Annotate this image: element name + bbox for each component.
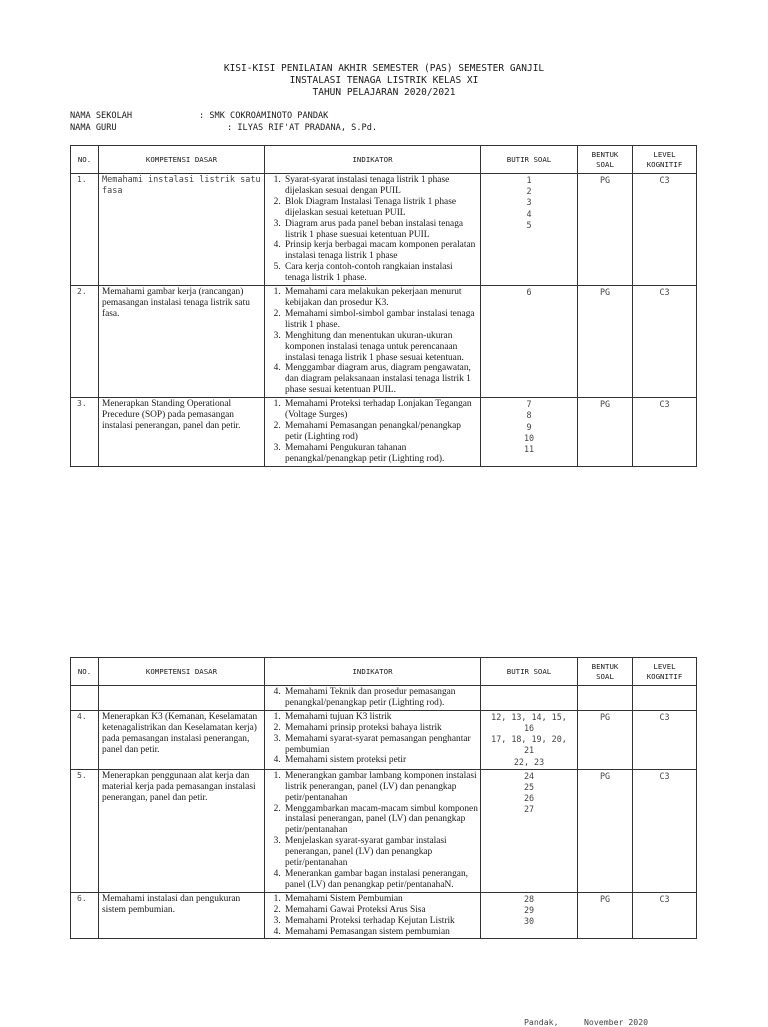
butir-soal-number: 28 [523,893,535,904]
indikator-item: 2. Memahami prinsip proteksi bahaya listrik [283,723,478,734]
col-header-bentuk-soal: BENTUK SOAL [578,658,633,686]
col-header-kompetensi-dasar: KOMPETENSI DASAR [99,146,265,174]
table-row [71,710,697,769]
teacher-value: : ILYAS RIF'AT PRADANA, S.Pd. [227,123,378,133]
butir-soal-number: 5 [526,219,532,230]
indikator-item: 2. Memahami simbol-simbol gambar instalasi tenaga listrik 1 phase. [283,309,478,331]
butir-soal-number: 21 [523,745,535,756]
row-no: 5. [71,769,99,892]
row-no [71,686,99,711]
row-level-kognitif: C3 [633,710,697,769]
row-indikator [265,892,481,939]
indikator-list [267,287,478,396]
title-line-1: KISI-KISI PENILAIAN AKHIR SEMESTER (PAS) SEMESTER GANJIL [223,63,545,74]
butir-soal-number: 10 [523,432,535,443]
row-butir-soal [481,769,578,892]
indikator-item: 3. Menjelaskan syarat-syarat gambar instalasi penerangan, panel (LV) dan penangkap petir/pentanahan [283,836,478,869]
col-header-kompetensi-dasar: KOMPETENSI DASAR [99,658,265,686]
indikator-item: 2. Memahami Gawai Proteksi Arus Sisa [283,905,478,916]
indikator-item: 1. Memahami Proteksi terhadap Lonjakan Tegangan (Voltage Surges) [283,399,478,421]
row-kompetensi-dasar: Memahami instalasi listrik satu fasa [99,174,265,286]
signature-place: Pandak, [524,1017,559,1027]
title-line-3: TAHUN PELAJARAN 2020/2021 [312,87,456,98]
row-kompetensi-dasar: Menerapkan penggunaan alat kerja dan material kerja pada pemasangan instalasi penerangan, panel dan petir. [99,769,265,892]
row-kompetensi-dasar [99,686,265,711]
row-kompetensi-dasar: Menerapkan K3 (Kemanan, Keselamatan ketenagalistrikan dan Keselamatan kerja) pada pemasangan instalasi penerangan, panel dan petir. [99,710,265,769]
indikator-item: 5. Cara kerja contoh-contoh rangkaian instalasi tenaga listrik 1 phase. [283,262,478,284]
row-bentuk-soal: PG [578,174,633,286]
indikator-item: 4. Menggambar diagram arus, diagram pengawatan, dan diagram pelaksanaan instalasi tenaga listrik 1 phase sesuai ketentuan PUIL. [283,363,478,396]
indikator-item: 3. Diagram arus pada panel beban instalasi tenaga listrik 1 phase suesuai ketentuan PUIL [283,219,478,241]
row-kompetensi-dasar: Memahami instalasi dan pengukuran sistem pembumian. [99,892,265,939]
row-level-kognitif: C3 [633,769,697,892]
butir-soal-number: 16 [523,723,535,734]
row-bentuk-soal: PG [578,892,633,939]
indikator-item: 1. Menerangkan gambar lambang komponen instalasi listrik penerangan, panel (LV) dan penangkap petir/pentanahan [283,771,478,804]
butir-soal-number: 27 [523,804,535,815]
teacher-label: NAMA GURU [70,123,117,133]
row-indikator [265,710,481,769]
butir-soal-number: 12, 13, 14, 15, [491,711,567,722]
table-row [71,398,697,466]
row-no: 3. [71,398,99,466]
butir-soal-number: 1 [526,175,532,185]
indikator-item: 1. Syarat-syarat instalasi tenaga listrik 1 phase dijelaskan sesuai dengan PUIL [283,175,478,197]
butir-soal-number: 30 [523,916,535,927]
col-header-bentuk-soal: BENTUK SOAL [578,146,633,174]
table-header-row [71,658,697,686]
indikator-item: 2. Memahami Pemasangan penangkal/penangkap petir (Lighting rod) [283,421,478,443]
row-level-kognitif: C3 [633,286,697,398]
butir-soal-number: 4 [526,208,532,219]
butir-soal-number: 6 [526,287,532,298]
col-header-indikator: INDIKATOR [265,146,481,174]
butir-soal-number: 22, 23 [513,756,545,767]
indikator-list [267,399,478,464]
indikator-item: 1. Memahami tujuan K3 listrik [283,712,478,723]
butir-soal-number: 2 [526,186,532,197]
col-header-no: NO. [71,658,99,686]
row-butir-soal [481,286,578,398]
row-bentuk-soal: PG [578,398,633,466]
row-no: 2. [71,286,99,398]
butir-soal-number: 7 [526,399,532,410]
indikator-item: 4. Memahami sistem proteksi petir [283,755,478,766]
indikator-item: 4. Prinsip kerja berbagai macam komponen peralatan instalasi tenaga listrik 1 phase [283,240,478,262]
row-indikator [265,686,481,711]
row-bentuk-soal: PG [578,769,633,892]
row-butir-soal [481,710,578,769]
butir-soal-number: 9 [526,421,532,432]
row-no: 6. [71,892,99,939]
row-kompetensi-dasar: Menerapkan Standing Operational Precedure (SOP) pada pemasangan instalasi penerangan, panel dan petir. [99,398,265,466]
table-row [71,892,697,939]
table-header-row [71,146,697,174]
row-level-kognitif: C3 [633,398,697,466]
row-indikator [265,769,481,892]
indikator-item: 4. Menerankan gambar bagan instalasi penerangan, panel (LV) dan penangkap petir/pentanahaN. [283,869,478,891]
row-indikator [265,174,481,286]
document-title [0,63,768,99]
indikator-item: 3. Memahami Pengukuran tahanan penangkal/penangkap petir (Lighting rod). [283,443,478,465]
butir-soal-number: 17, 18, 19, 20, [491,734,567,745]
indikator-item: 3. Memahami Proteksi terhadap Kejutan Listrik [283,916,478,927]
indikator-item: 2. Menggambarkan macam-macam simbul komponen instalasi penerangan, panel (LV) dan penangkap petir/pentanahan [283,804,478,837]
col-header-butir-soal: BUTIR SOAL [481,658,578,686]
butir-soal-number: 29 [523,905,535,915]
row-butir-soal [481,398,578,466]
row-no: 1. [71,174,99,286]
col-header-no: NO. [71,146,99,174]
signature-date: November 2020 [584,1017,649,1027]
row-no: 4. [71,710,99,769]
indikator-item: 1. Memahami cara melakukan pekerjaan menurut kebijakan dan prosedur K3. [283,287,478,309]
indikator-item: 4. Memahami Pemasangan sistem pembumian [283,927,478,938]
table-row-continuation [71,686,697,711]
row-butir-soal [481,174,578,286]
school-label: NAMA SEKOLAH [70,111,133,121]
kisi-table-page-1 [70,145,697,467]
butir-soal-number: 3 [526,197,532,208]
row-kompetensi-dasar: Memahami gambar kerja (rancangan) pemasangan instalasi tenaga listrik satu fasa. [99,286,265,398]
row-level-kognitif [633,686,697,711]
indikator-list [267,712,478,767]
row-butir-soal [481,892,578,939]
butir-soal-number: 25 [523,782,535,793]
indikator-item: 4. Memahami Teknik dan prosedur pemasangan penangkal/penangkap petir (Lighting rod). [283,687,478,709]
col-header-level-kognitif: LEVEL KOGNITIF [633,658,697,686]
butir-soal-number: 8 [526,410,532,421]
indikator-list [267,687,478,709]
row-butir-soal [481,686,578,711]
butir-soal-number: 24 [523,770,535,781]
table-row [71,174,697,286]
table-row [71,769,697,892]
row-level-kognitif: C3 [633,174,697,286]
indikator-item: 3. Memahami syarat-syarat pemasangan penghantar pembumian [283,734,478,756]
table-row [71,286,697,398]
indikator-list [267,894,478,938]
kisi-table-page-2 [70,657,697,939]
indikator-item: 3. Menghitung dan menentukan ukuran-ukuran komponen instalasi tenaga untuk perencanaan instalasi tenaga listrik 1 phase sesuai ketentuan. [283,331,478,364]
row-bentuk-soal: PG [578,710,633,769]
indikator-list [267,175,478,284]
school-value: : SMK COKROAMINOTO PANDAK [199,111,329,121]
row-level-kognitif: C3 [633,892,697,939]
col-header-level-kognitif: LEVEL KOGNITIF [633,146,697,174]
butir-soal-number: 26 [523,793,535,804]
butir-soal-number: 11 [523,443,535,454]
row-indikator [265,398,481,466]
row-indikator [265,286,481,398]
col-header-indikator: INDIKATOR [265,658,481,686]
indikator-item: 1. Memahami Sistem Pembumian [283,894,478,905]
row-bentuk-soal: PG [578,286,633,398]
indikator-item: 2. Blok Diagram Instalasi Tenaga listrik 1 phase dijelaskan sesuai ketetuan PUIL [283,197,478,219]
indikator-list [267,771,478,891]
title-line-2: INSTALASI TENAGA LISTRIK KELAS XI [289,75,479,86]
col-header-butir-soal: BUTIR SOAL [481,146,578,174]
row-bentuk-soal [578,686,633,711]
